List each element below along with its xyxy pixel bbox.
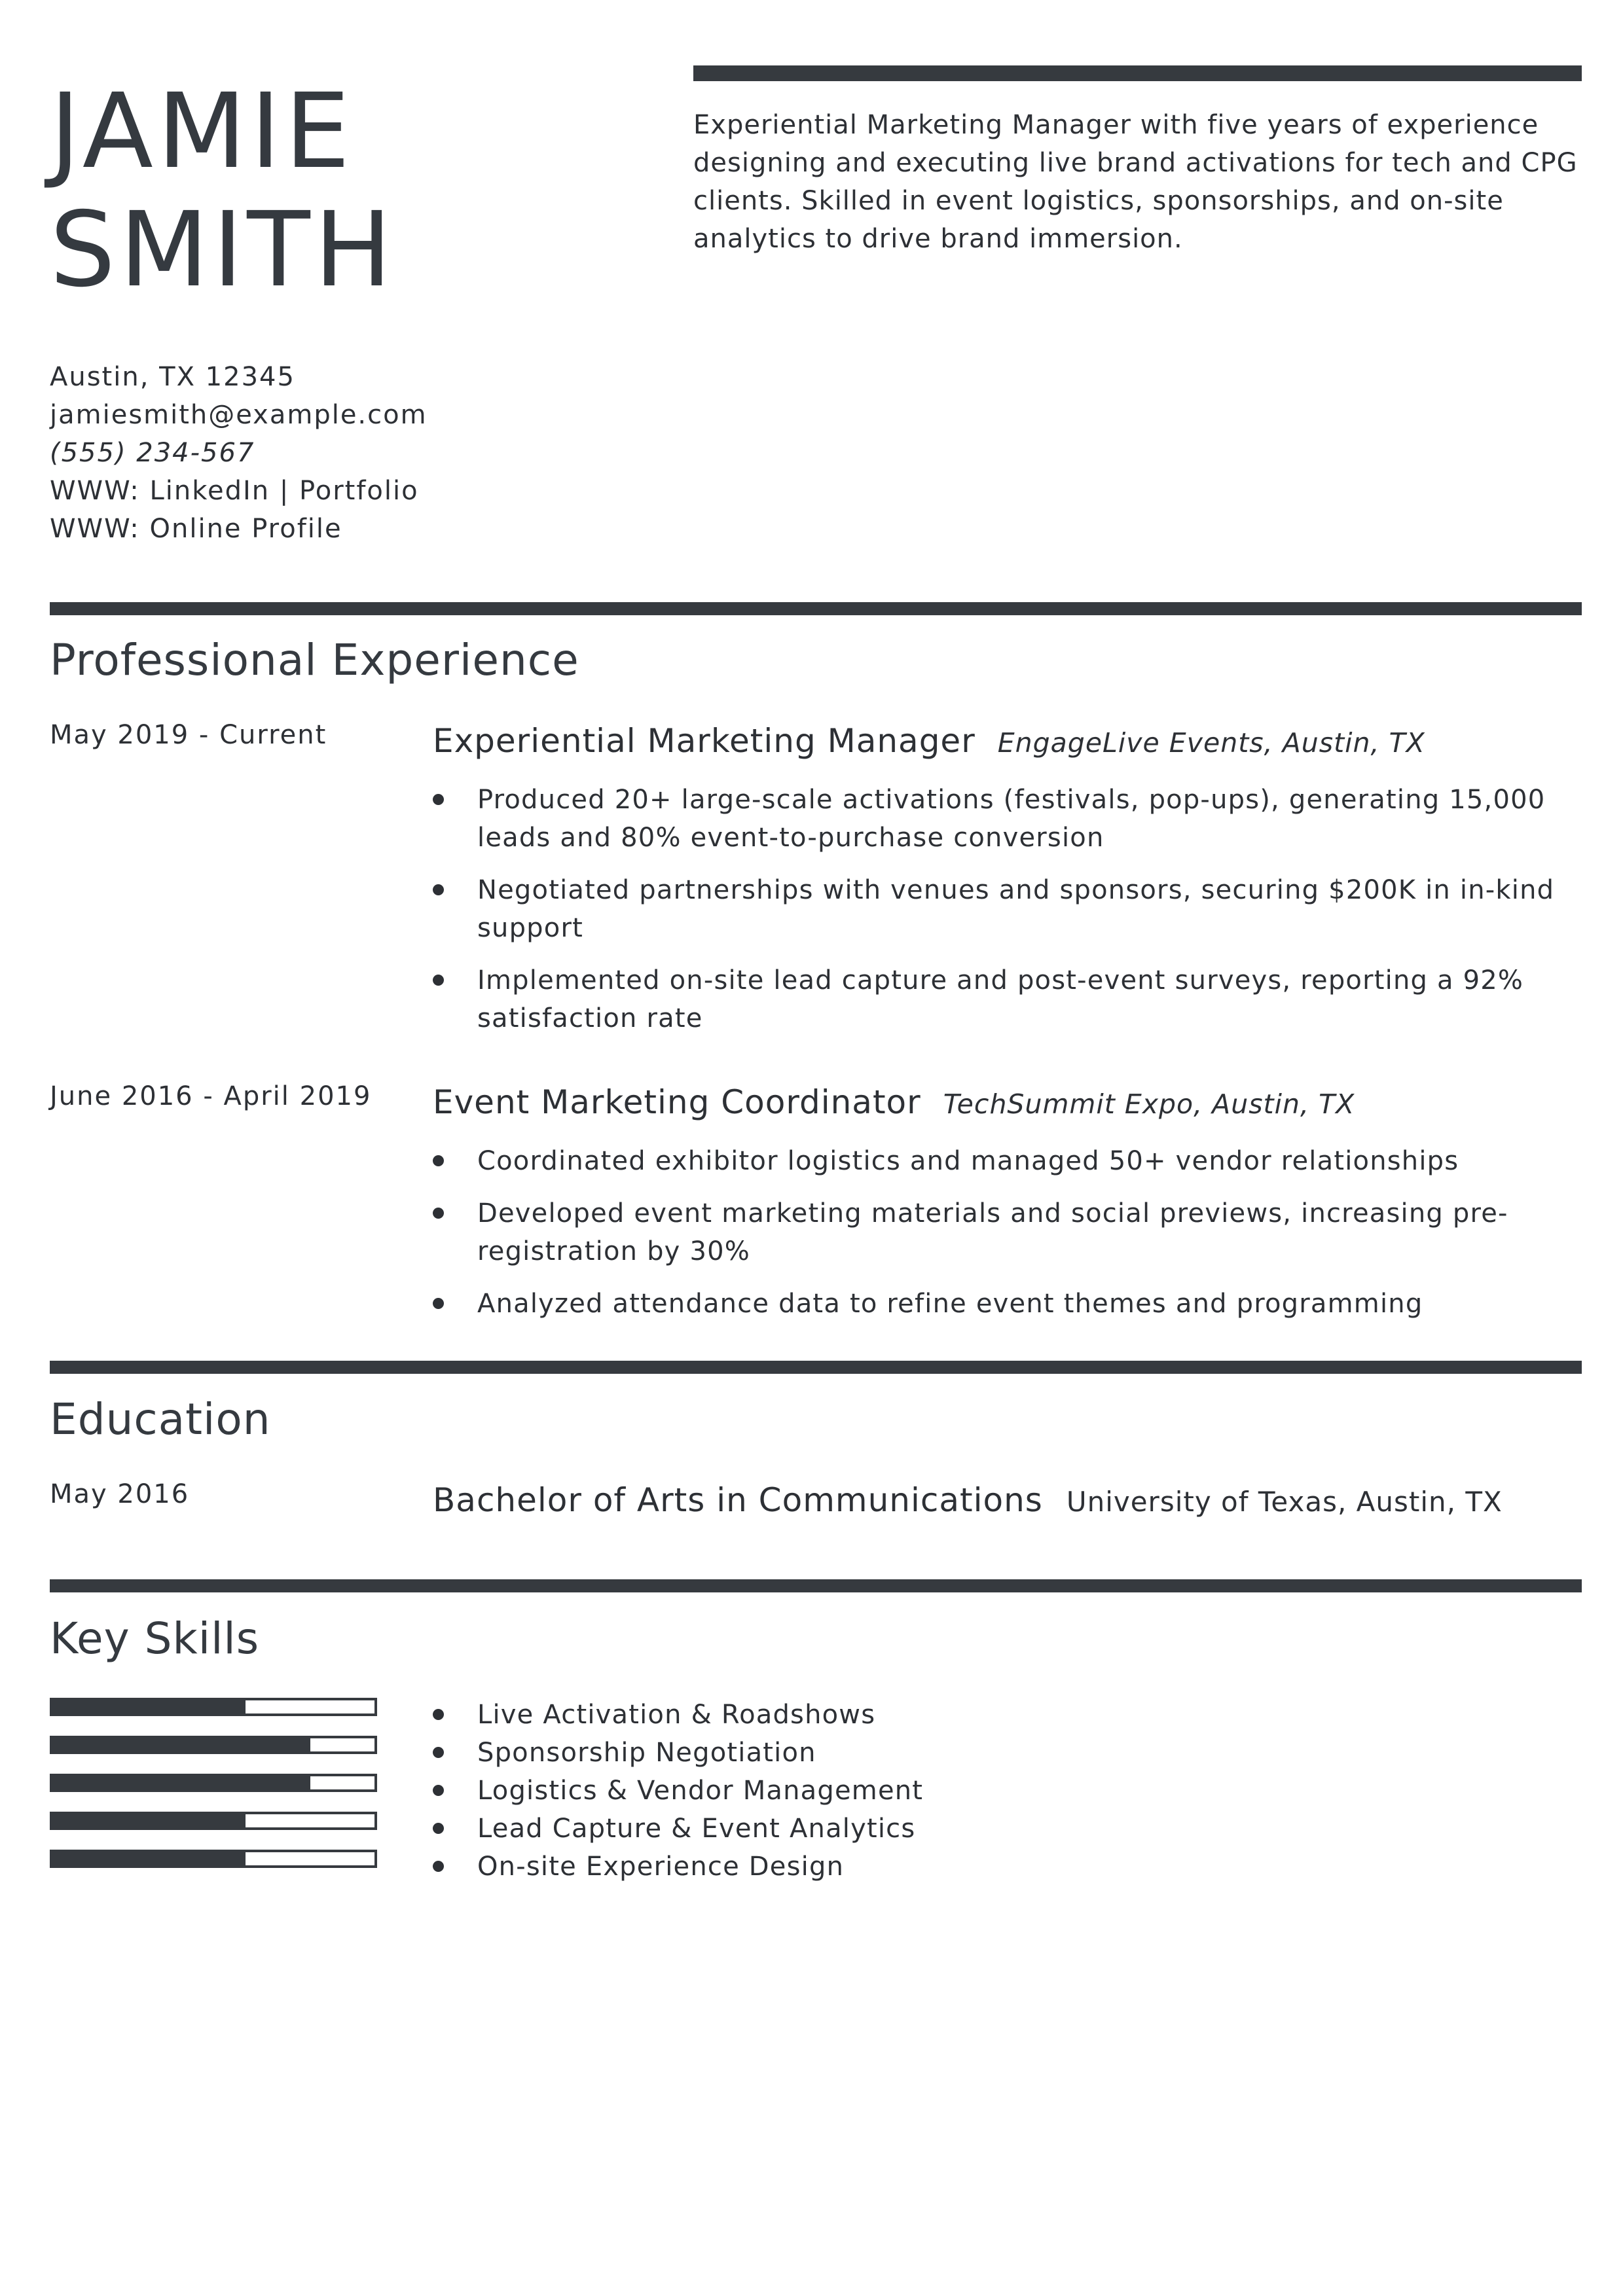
skill-level-bar xyxy=(50,1812,377,1830)
experience-section-title: Professional Experience xyxy=(50,635,579,685)
skill-level-fill xyxy=(52,1814,246,1827)
contact-web-links[interactable]: WWW: LinkedIn | Portfolio xyxy=(50,476,419,506)
skill-level-fill xyxy=(52,1852,246,1865)
skill-level-fill xyxy=(52,1700,246,1713)
job-2-dates: June 2016 - April 2019 xyxy=(50,1081,372,1111)
contact-phone[interactable]: (555) 234-567 xyxy=(50,438,255,468)
skills-divider xyxy=(50,1579,1582,1592)
list-item: Produced 20+ large-scale activations (festivals, pop-ups), generating 15,000 leads and 80% event-to-purchase conversion xyxy=(433,781,1585,857)
skill-level-fill xyxy=(52,1776,310,1789)
job-2-bullets xyxy=(433,1142,1585,1337)
job-1-dates: May 2019 - Current xyxy=(50,720,327,750)
skills-list xyxy=(433,1696,1585,1886)
experience-divider xyxy=(50,602,1582,615)
list-item: Live Activation & Roadshows xyxy=(433,1696,1585,1734)
contact-address: Austin, TX 12345 xyxy=(50,362,295,392)
list-item: Developed event marketing materials and social previews, increasing pre-registration by 30% xyxy=(433,1194,1585,1270)
list-item: Logistics & Vendor Management xyxy=(433,1772,1585,1810)
education-divider xyxy=(50,1361,1582,1374)
education-section-title: Education xyxy=(50,1394,271,1444)
skill-level-fill xyxy=(52,1738,310,1751)
contact-email[interactable]: jamiesmith@example.com xyxy=(50,400,428,430)
contact-web-profile[interactable]: WWW: Online Profile xyxy=(50,514,342,544)
list-item: On-site Experience Design xyxy=(433,1848,1585,1886)
job-1-title: Experiential Marketing Manager xyxy=(433,722,976,760)
job-2-title: Event Marketing Coordinator xyxy=(433,1083,921,1121)
job-1-bullets xyxy=(433,781,1585,1052)
list-item: Lead Capture & Event Analytics xyxy=(433,1810,1585,1848)
job-1-header xyxy=(433,722,1425,760)
skill-level-bar xyxy=(50,1774,377,1792)
skill-level-bar xyxy=(50,1736,377,1754)
degree-title: Bachelor of Arts in Communications xyxy=(433,1481,1043,1519)
education-date: May 2016 xyxy=(50,1479,190,1509)
list-item: Sponsorship Negotiation xyxy=(433,1734,1585,1772)
skill-level-bar xyxy=(50,1698,377,1716)
skills-section-title: Key Skills xyxy=(50,1613,260,1664)
first-name: JAMIE xyxy=(50,71,354,192)
job-1-company: EngageLive Events, Austin, TX xyxy=(997,727,1425,759)
summary-text: Experiential Marketing Manager with five years of experience designing and executing live brand activations for tech and CPG clients. Skilled in event logistics, sponsorships, and on-site analytics to drive brand immersion. xyxy=(693,110,1578,254)
job-2-company: TechSummit Expo, Austin, TX xyxy=(943,1088,1355,1120)
education-header xyxy=(433,1481,1503,1519)
school-name: University of Texas, Austin, TX xyxy=(1066,1486,1503,1518)
skill-level-bar xyxy=(50,1850,377,1868)
list-item: Implemented on-site lead capture and post-event surveys, reporting a 92% satisfaction rate xyxy=(433,961,1585,1037)
list-item: Coordinated exhibitor logistics and managed 50+ vendor relationships xyxy=(433,1142,1585,1180)
job-2-header xyxy=(433,1083,1355,1121)
list-item: Negotiated partnerships with venues and sponsors, securing $200K in in-kind support xyxy=(433,871,1585,947)
last-name: SMITH xyxy=(50,190,396,310)
list-item: Analyzed attendance data to refine event themes and programming xyxy=(433,1285,1585,1323)
header-divider xyxy=(693,65,1582,81)
